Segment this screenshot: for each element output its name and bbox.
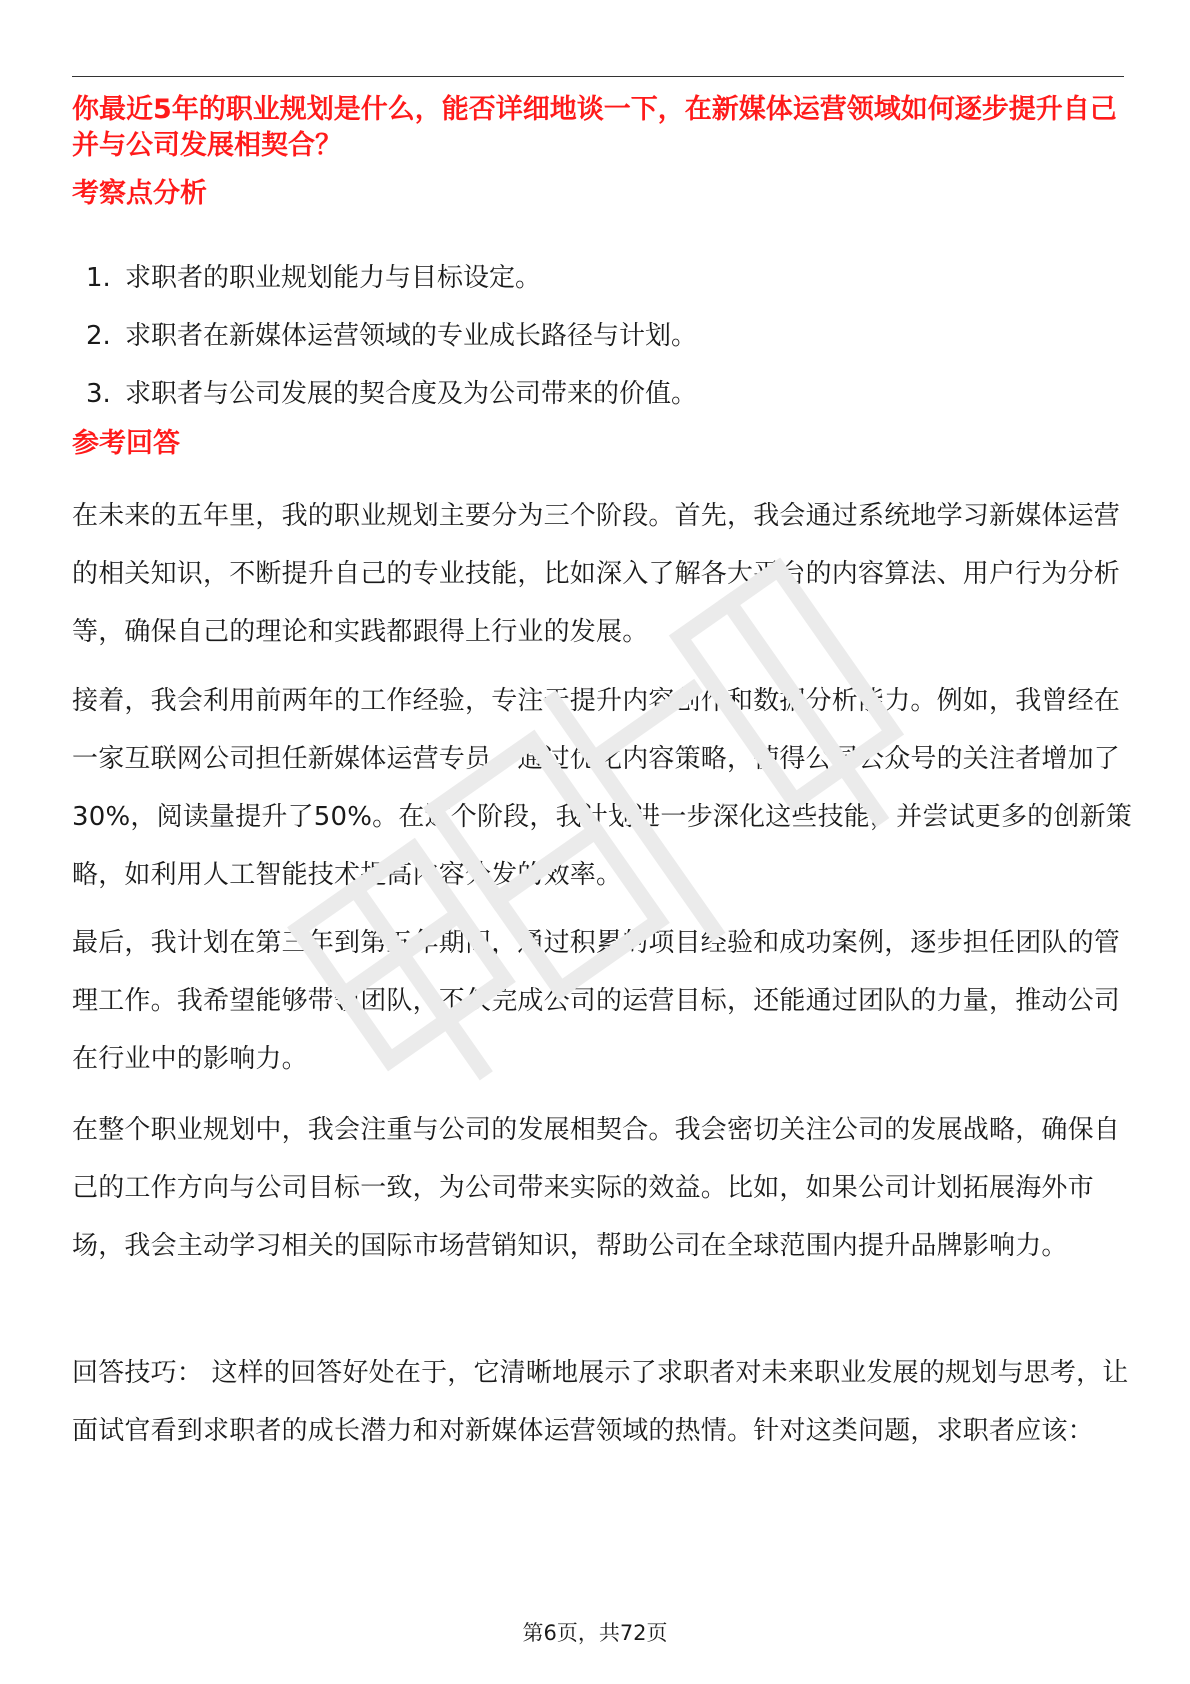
list-item-text: 求职者的职业规划能力与目标设定。 <box>125 263 542 293</box>
question-title: 你最近5年的职业规划是什么，能否详细地谈一下，在新媒体运营领域如何逐步提升自己并与公司发展相契合？ <box>72 94 1117 161</box>
answer-tips-paragraph: 回答技巧： 这样的回答好处在于，它清晰地展示了求职者对未来职业发展的规划与思考，让面试官看到求职者的成长潜力和对新媒体运营领域的热情。针对这类问题，求职者应该： <box>72 1358 1129 1446</box>
answer-paragraph-1: 在未来的五年里，我的职业规划主要分为三个阶段。首先，我会通过系统地学习新媒体运营的相关知识，不断提升自己的专业技能，比如深入了解各大平台的内容算法、用户行为分析等，确保自己的理论和实践都跟得上行业的发展。 <box>72 501 1121 647</box>
answer-paragraph-3: 最后，我计划在第三年到第五年期间，通过积累的项目经验和成功案例，逐步担任团队的管理工作。我希望能够带领团队，不仅完成公司的运营目标，还能通过团队的力量，推动公司在行业中的影响力。 <box>72 928 1121 1074</box>
list-item <box>72 260 697 318</box>
analysis-list <box>72 260 697 434</box>
list-item-number: 1. <box>86 263 111 293</box>
analysis-heading: 考察点分析 <box>72 178 207 209</box>
list-item <box>72 318 697 376</box>
top-rule <box>72 76 1124 77</box>
list-item-number: 2. <box>86 321 111 351</box>
answer-paragraph-4: 在整个职业规划中，我会注重与公司的发展相契合。我会密切关注公司的发展战略，确保自己的工作方向与公司目标一致，为公司带来实际的效益。比如，如果公司计划拓展海外市场，我会主动学习相关的国际市场营销知识，帮助公司在全球范围内提升品牌影响力。 <box>72 1115 1121 1261</box>
answer-heading: 参考回答 <box>72 428 180 459</box>
page-footer: 第6页，共72页 <box>522 1621 668 1645</box>
list-item-text: 求职者与公司发展的契合度及为公司带来的价值。 <box>125 379 698 409</box>
answer-paragraph-2: 接着，我会利用前两年的工作经验，专注于提升内容创作和数据分析能力。例如，我曾经在一家互联网公司担任新媒体运营专员，通过优化内容策略，使得公司公众号的关注者增加了30%，阅读量提升了50%。在这个阶段，我计划进一步深化这些技能，并尝试更多的创新策略，如利用人工智能技术提高内容分发的效率。 <box>72 686 1132 890</box>
list-item-text: 求职者在新媒体运营领域的专业成长路径与计划。 <box>125 321 698 351</box>
list-item-number: 3. <box>86 379 111 409</box>
